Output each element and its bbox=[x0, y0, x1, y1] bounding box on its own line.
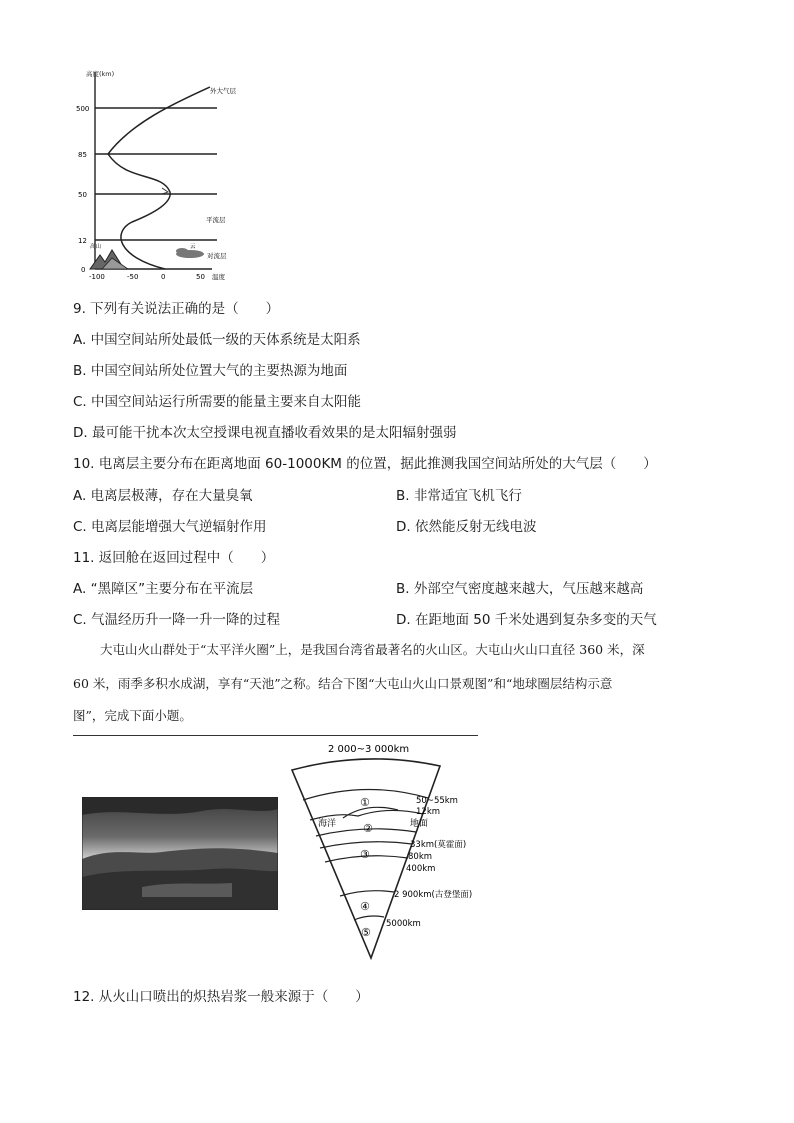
ocean-label: 海洋 bbox=[318, 819, 337, 829]
q9-option-b: B. 中国空间站所处位置大气的主要热源为地面 bbox=[73, 363, 348, 379]
land-label: 地面 bbox=[410, 819, 429, 829]
ytick-0: 0 bbox=[81, 266, 86, 274]
divider-line bbox=[73, 735, 478, 736]
troposphere-label: 对流层 bbox=[207, 252, 227, 260]
q9-option-a: A. 中国空间站所处最低一级的天体系统是太阳系 bbox=[73, 332, 361, 348]
q9-stem: 9. 下列有关说法正确的是（ ） bbox=[73, 301, 280, 317]
q11-stem: 11. 返回舱在返回过程中（ ） bbox=[73, 550, 275, 566]
label-12km: 12km bbox=[416, 807, 441, 817]
label-33km: 33km(莫霍面) bbox=[410, 840, 467, 850]
volcano-crater-photo bbox=[82, 797, 278, 910]
label-50-55km: 50~55km bbox=[416, 796, 458, 806]
q11-option-b: B. 外部空气密度越来越大，气压越来越高 bbox=[396, 581, 644, 597]
label-2900km: 2 900km(古登堡面) bbox=[394, 890, 473, 900]
outer-atmosphere-label: 外大气层 bbox=[210, 87, 236, 95]
mountain-label: 高山 bbox=[90, 244, 102, 250]
q10-stem: 10. 电离层主要分布在距离地面 60-1000KM 的位置，据此推测我国空间站所处的大气层（ ） bbox=[73, 456, 657, 472]
q10-option-d: D. 依然能反射无线电波 bbox=[396, 519, 537, 535]
layer-marker-4: ④ bbox=[360, 900, 370, 913]
layer-marker-1: ① bbox=[360, 796, 370, 809]
q9-option-c: C. 中国空间站运行所需要的能量主要来自太阳能 bbox=[73, 394, 362, 410]
ytick-500: 500 bbox=[76, 105, 90, 113]
x-axis-title: 温度 bbox=[212, 273, 225, 281]
q10-option-b: B. 非常适宜飞机飞行 bbox=[396, 488, 522, 504]
layer-marker-2: ② bbox=[363, 822, 373, 835]
label-5000km: 5000km bbox=[386, 919, 421, 929]
q11-option-a: A. “黑障区”主要分布在平流层 bbox=[73, 581, 254, 597]
passage-line-2: 60 米，雨季多积水成湖，享有“天池”之称。结合下图“大屯山火山口景观图”和“地球圈层结构示意 bbox=[73, 676, 613, 691]
stratosphere-label: 平流层 bbox=[206, 216, 226, 224]
xtick-minus50: -50 bbox=[127, 273, 139, 281]
ytick-12: 12 bbox=[78, 237, 87, 245]
q11-option-d: D. 在距地面 50 千米处遇到复杂多变的天气 bbox=[396, 612, 657, 628]
q10-option-a: A. 电离层极薄，存在大量臭氧 bbox=[73, 488, 253, 504]
label-80km: 80km bbox=[408, 852, 433, 862]
y-axis-title: 高度(km) bbox=[86, 70, 115, 78]
earth-top-label: 2 000~3 000km bbox=[328, 744, 410, 755]
passage-line-3: 图”，完成下面小题。 bbox=[73, 708, 192, 723]
q9-option-d: D. 最可能干扰本次太空授课电视直播收看效果的是太阳辐射强弱 bbox=[73, 425, 457, 441]
cloud-label: 云 bbox=[190, 244, 196, 250]
ytick-85: 85 bbox=[78, 151, 87, 159]
layer-marker-3: ③ bbox=[360, 848, 370, 861]
label-400km: 400km bbox=[406, 864, 436, 874]
xtick-50: 50 bbox=[196, 273, 205, 281]
earth-layer-diagram bbox=[288, 740, 510, 962]
atmosphere-structure-diagram bbox=[72, 62, 272, 284]
q10-option-c: C. 电离层能增强大气逆辐射作用 bbox=[73, 519, 267, 535]
layer-marker-5: ⑤ bbox=[361, 926, 371, 939]
xtick-0: 0 bbox=[161, 273, 166, 281]
xtick-minus100: -100 bbox=[89, 273, 105, 281]
q12-stem: 12. 从火山口喷出的炽热岩浆一般来源于（ ） bbox=[73, 989, 369, 1005]
ytick-50: 50 bbox=[78, 191, 87, 199]
q11-option-c: C. 气温经历升一降一升一降的过程 bbox=[73, 612, 281, 628]
passage-line-1: 大屯山火山群处于“太平洋火圈”上，是我国台湾省最著名的火山区。大屯山火山口直径 360 米，深 bbox=[100, 642, 645, 657]
